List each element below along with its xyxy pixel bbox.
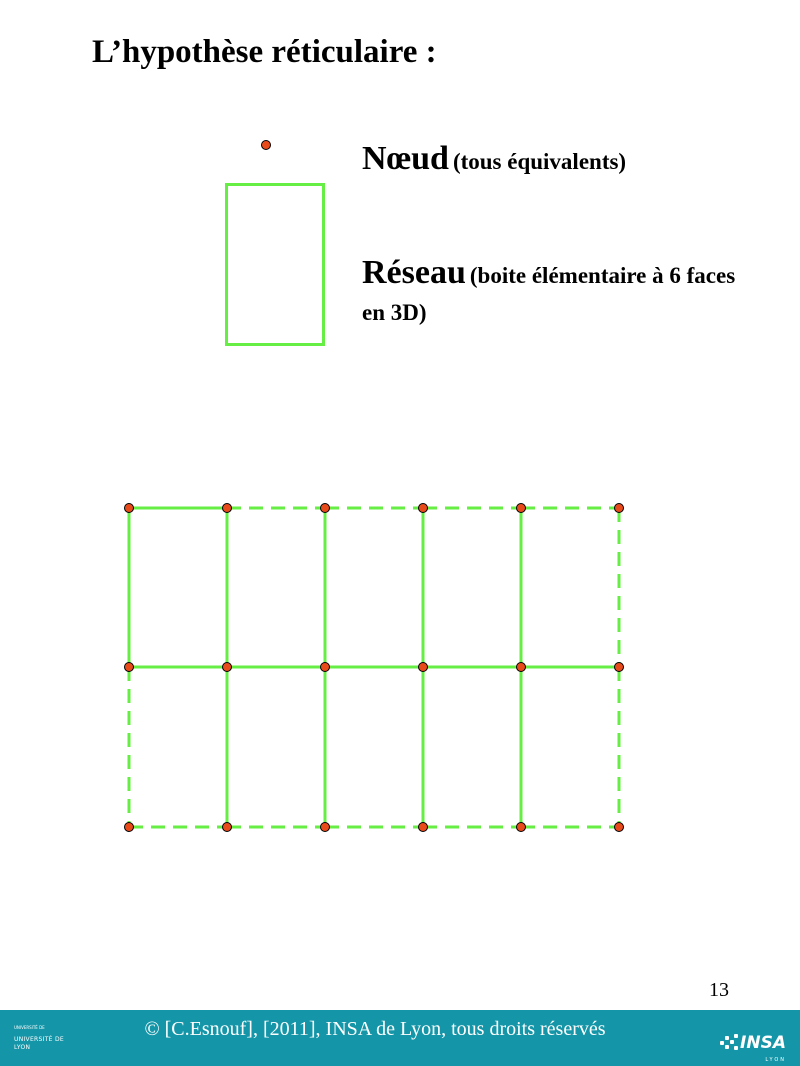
- node-term: Nœud: [362, 140, 449, 177]
- node-note: (tous équivalents): [452, 149, 627, 174]
- insa-logo-text: INSA: [740, 1033, 786, 1053]
- lattice-node: [517, 504, 526, 513]
- lattice-node: [223, 823, 232, 832]
- lattice-node: [517, 823, 526, 832]
- lattice-node: [419, 504, 428, 513]
- logo-left-top: UNIVERSITÉ DE: [14, 1025, 45, 1030]
- lattice-node: [321, 823, 330, 832]
- lattice-term: Réseau: [362, 254, 466, 291]
- insa-dots-icon: [720, 1034, 738, 1052]
- lattice-node: [615, 823, 624, 832]
- slide-title: L’hypothèse réticulaire :: [92, 34, 437, 70]
- lattice-node: [321, 504, 330, 513]
- lattice-node: [125, 663, 134, 672]
- lattice-node: [125, 823, 134, 832]
- lattice-node: [223, 663, 232, 672]
- footer-bar: [0, 1010, 800, 1066]
- lattice-node: [321, 663, 330, 672]
- lattice-node: [419, 823, 428, 832]
- insa-logo: [720, 1030, 786, 1056]
- lattice-node: [615, 663, 624, 672]
- lattice-node: [223, 504, 232, 513]
- lattice-node: [419, 663, 428, 672]
- insa-logo-sub: LYON: [765, 1057, 786, 1063]
- lattice-node: [125, 504, 134, 513]
- logo-left-main: UNIVERSITÉ DE LYON: [14, 1036, 64, 1051]
- copyright-text: © [C.Esnouf], [2011], INSA de Lyon, tous droits réservés: [144, 1018, 606, 1040]
- lattice-note: (boite élémentaire à 6 faces en 3D): [362, 263, 736, 325]
- page-number: 13: [709, 979, 729, 1001]
- lattice-node: [517, 663, 526, 672]
- lattice-node: [615, 504, 624, 513]
